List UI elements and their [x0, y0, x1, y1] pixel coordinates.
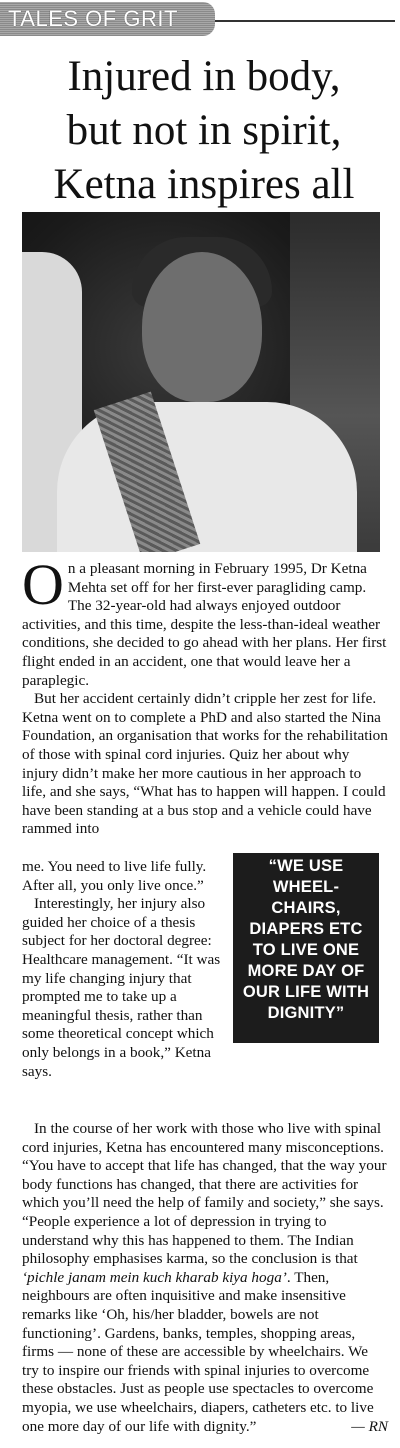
- paragraph-2-end: me. You need to live life fully. After all, you only live once.”: [22, 858, 207, 894]
- portrait-photo: [22, 212, 380, 552]
- paragraph-3: Interestingly, her injury also guided her choice of a thesis subject for her doctoral degree: Healthcare management. “It was my life changing injury that prompted me to take up a meaningful thesis, rather than some theoretical concept which only belongs in a book,” Ketna says.: [22, 895, 221, 1080]
- photo-subject-face: [142, 252, 262, 402]
- headline-line-1: Injured in body,: [67, 53, 341, 100]
- headline-line-3: Ketna inspires all: [53, 161, 355, 208]
- drop-cap: O: [22, 552, 64, 617]
- paragraph-2: But her accident certainly didn’t cripple her zest for life. Ketna went on to complete a PhD and also started the Nina Foundation, an organisation that works for the rehabilitation of those with spinal cord injuries. Quiz her about why injury didn’t make her more cautious in her approach to life, and she says, “What has to happen will happen. I could have been standing at a bus stop and a vehicle could have rammed into: [22, 690, 388, 838]
- hindi-quote: ‘pichle janam mein kuch kharab kiya hoga’: [22, 1268, 287, 1286]
- headline-line-2: but not in spirit,: [66, 107, 342, 154]
- paragraph-1: On a pleasant morning in February 1995, Dr Ketna Mehta set off for her first-ever paragliding camp. The 32-year-old had always enjoyed outdoor activities, and this time, despite the less-than-ideal weather conditions, she decided to go ahead with her plans. Her first flight ended in an accident, one that would leave her a paraplegic.: [22, 552, 387, 689]
- article-body-top: [22, 552, 388, 839]
- top-rule: [215, 20, 395, 22]
- paragraph-4: In the course of her work with those who live with spinal cord injuries, Ketna has encountered many misconceptions. “You have to accept that life has changed, that the way your body functions has changed, that there are activities for which you’ll need the help of family and society,” she says. “People experience a lot of depression in trying to understand why this has happened to them. The Indian philosophy emphasises karma, so the conclusion is that ‘pichle janam mein kuch kharab kiya hoga’. Then, neighbours are often inquisitive and make insensitive remarks like ‘Oh, his/her bladder, bowels are not functioning’. Gardens, banks, temples, shopping areas, firms — none of these are accessible by wheelchairs. We try to inspire our friends with spinal injuries to overcome these obstacles. Just as people use spectacles to overcome myopia, we use wheelchairs, diapers, catheters etc. to live one more day of our life with dignity.” — RN: [22, 1120, 388, 1435]
- article-body-narrow: [22, 858, 232, 1081]
- section-tag-label: TALES OF GRIT: [8, 6, 178, 31]
- section-tag: [0, 2, 215, 36]
- article-body-bottom: [22, 1120, 388, 1436]
- pull-quote: “WE USE WHEEL- CHAIRS, DIAPERS ETC TO LIVE ONE MORE DAY OF OUR LIFE WITH DIGNITY”: [233, 853, 379, 1043]
- headline: [20, 50, 388, 212]
- byline-signature: — RN: [351, 1417, 388, 1435]
